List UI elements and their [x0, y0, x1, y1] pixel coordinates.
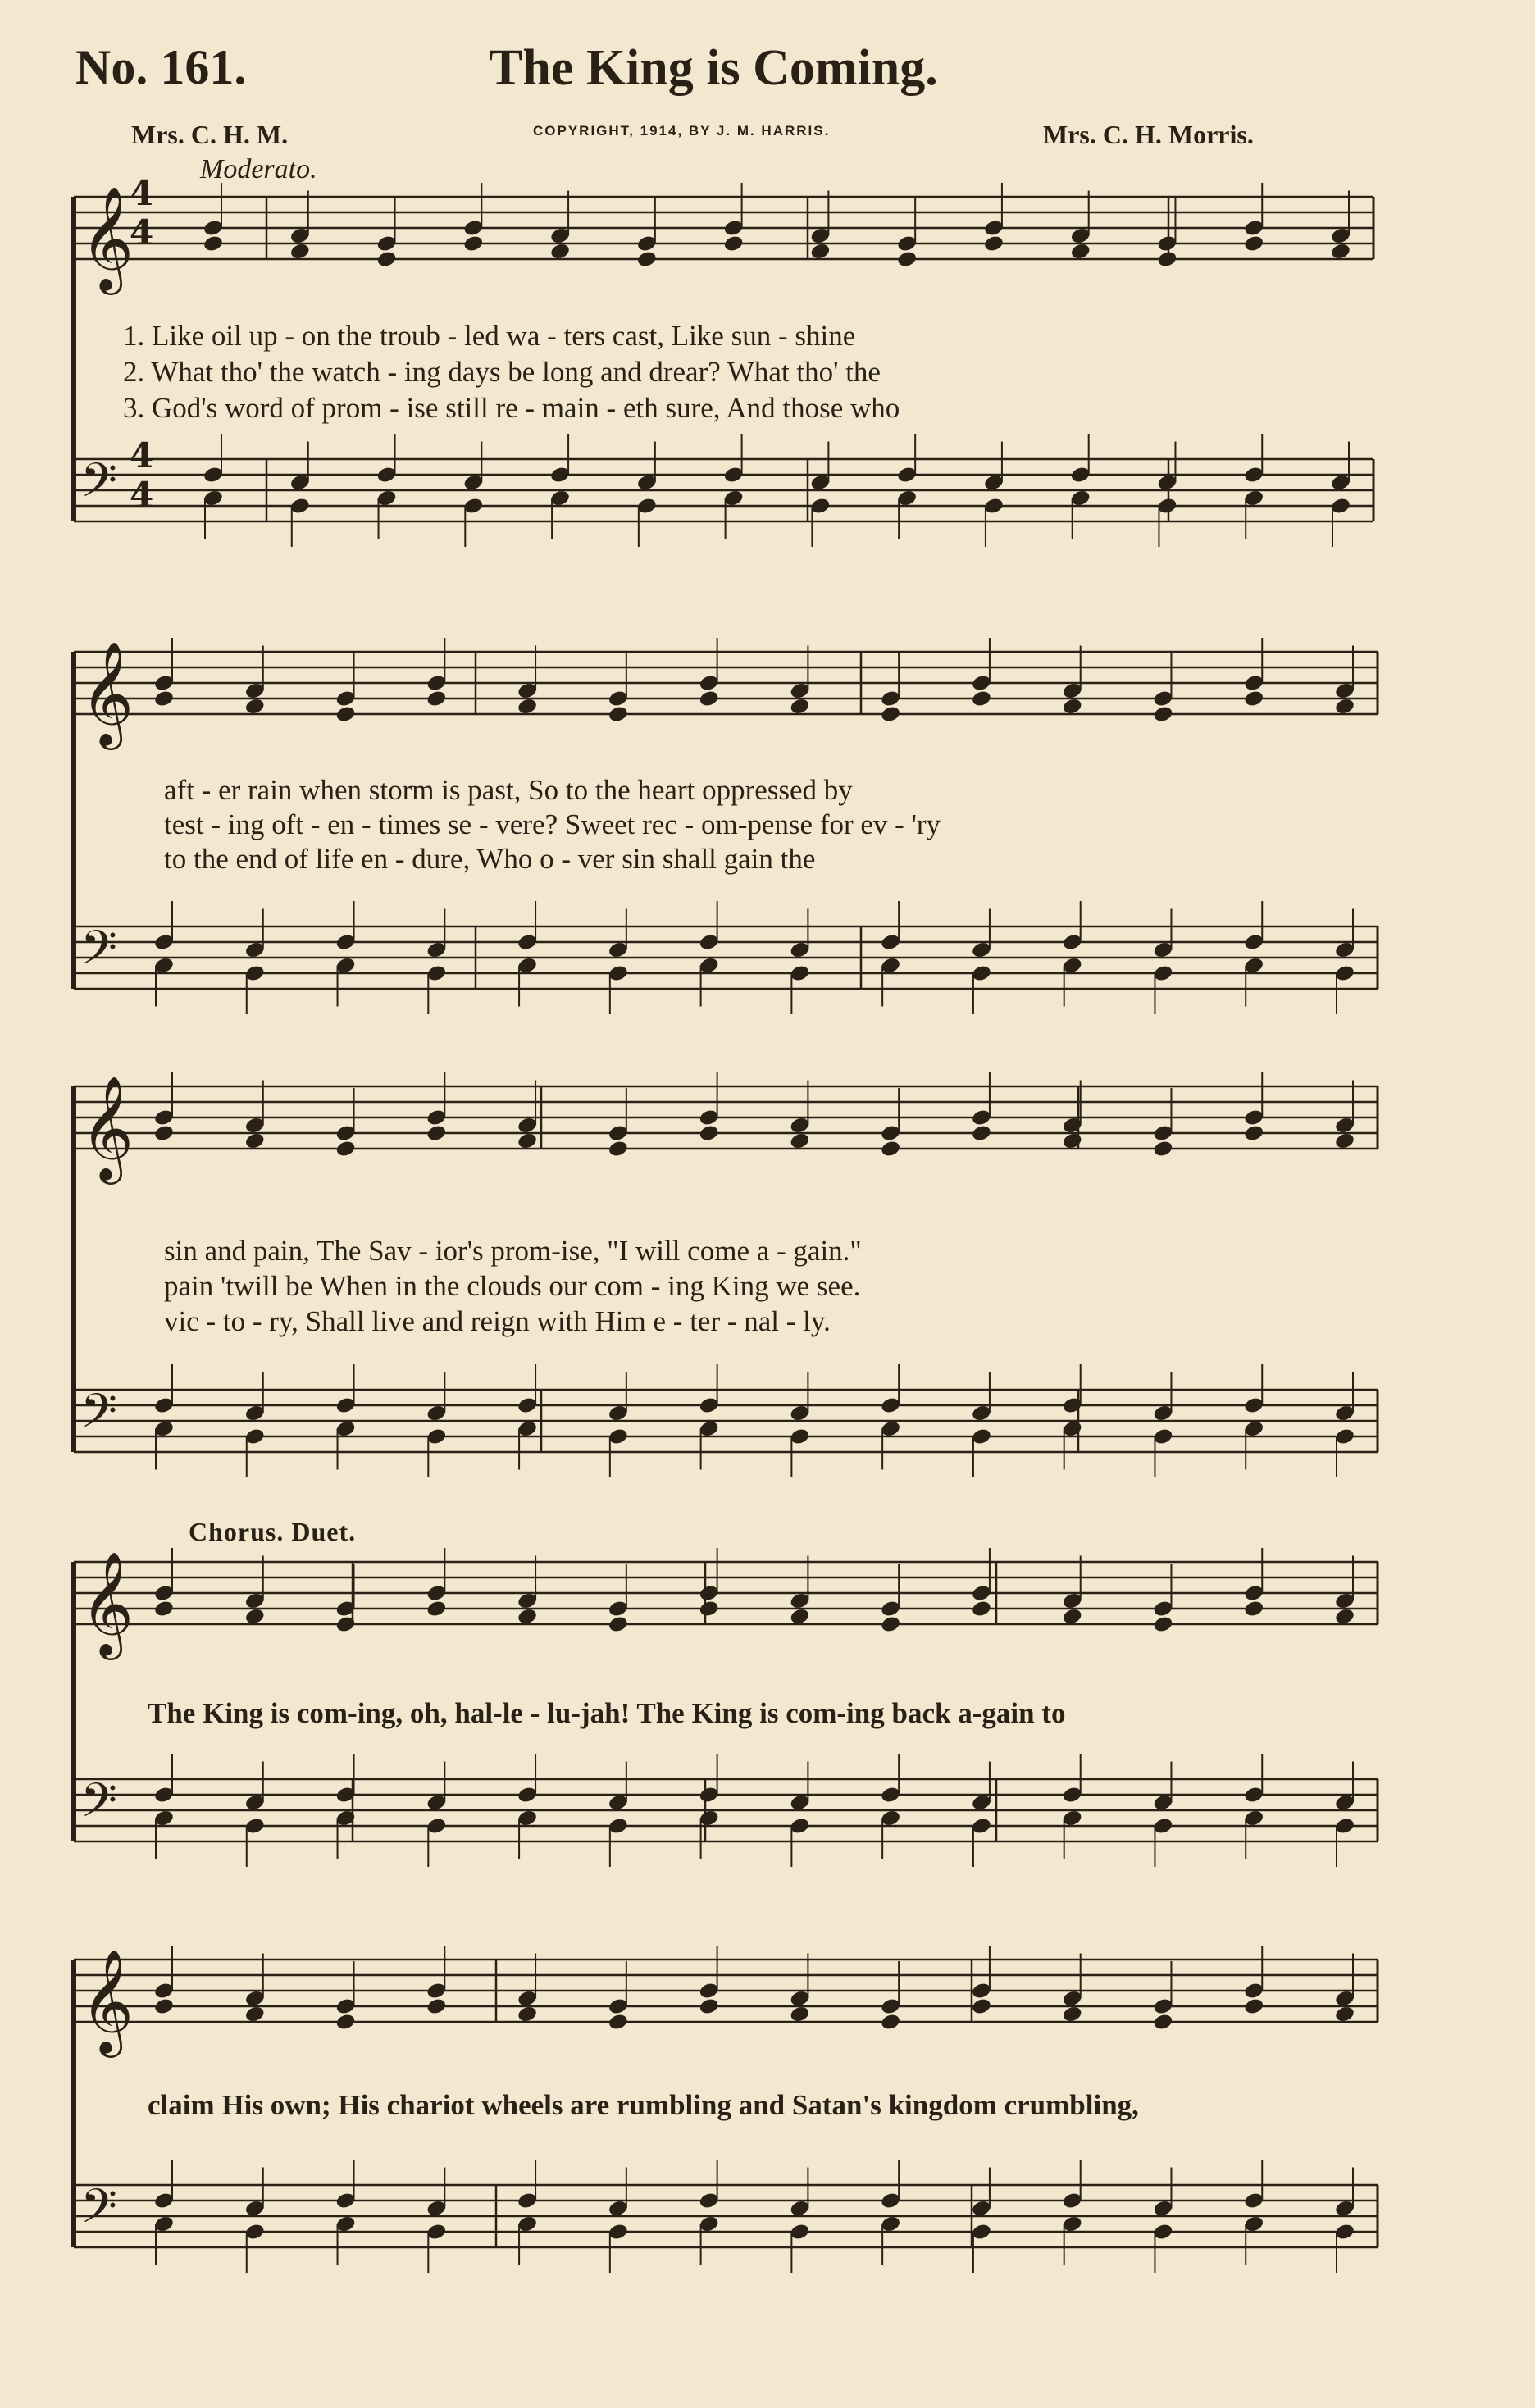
note-head	[244, 2005, 266, 2023]
note-head	[153, 1997, 175, 2016]
bass-clef-icon: 𝄢	[80, 1383, 118, 1450]
hymn-number: No. 161.	[75, 40, 247, 94]
verse-1-line-3: sin and pain, The Sav - ior's prom-ise, "I will come a - gain."	[164, 1235, 862, 1267]
time-signature-digit: 4	[130, 173, 154, 213]
note-head	[244, 1607, 266, 1626]
time-signature-digit: 4	[130, 212, 154, 253]
verse-2-line-3: pain 'twill be When in the clouds our com - ing King we see.	[164, 1270, 861, 1302]
note-head	[880, 1140, 901, 1158]
verse-1-line-1: 1. Like oil up - on the troub - led wa - ters cast, Like sun - shine	[123, 320, 856, 352]
note-head	[517, 1607, 538, 1626]
verse-2-line-1: 2. What tho' the watch - ing days be long and drear? What tho' the	[123, 356, 881, 388]
note-head	[983, 234, 1004, 253]
chorus-line-2: claim His own; His chariot wheels are rumbling and Satan's kingdom crumbling,	[148, 2089, 1139, 2121]
note-head	[699, 1600, 720, 1618]
treble-clef-icon: 𝄞	[80, 1075, 134, 1180]
note-head	[608, 705, 629, 724]
chorus-line-1: The King is com-ing, oh, hal-le - lu-jah! The King is com-ing back a-gain to	[148, 1697, 1066, 1729]
bass-clef-icon: 𝄢	[80, 453, 118, 520]
note-head	[896, 250, 918, 269]
note-head	[335, 705, 356, 724]
note-head	[244, 1131, 266, 1150]
note-head	[1334, 1131, 1355, 1150]
note-head	[608, 2013, 629, 2032]
note-head	[789, 1131, 810, 1150]
note-head	[1152, 2013, 1173, 2032]
treble-clef-icon: 𝄞	[80, 640, 134, 745]
copyright-notice: COPYRIGHT, 1914, BY J. M. HARRIS.	[533, 123, 831, 139]
note-head	[1243, 1997, 1264, 2016]
note-head	[971, 1997, 992, 2016]
treble-clef-icon: 𝄞	[80, 185, 134, 290]
note-head	[1334, 1607, 1355, 1626]
verse-1-line-2: aft - er rain when storm is past, So to the heart oppressed by	[164, 774, 853, 806]
bass-clef-icon: 𝄢	[80, 2178, 118, 2246]
note-head	[1243, 1124, 1264, 1143]
note-head	[1330, 242, 1351, 261]
note-head	[153, 1600, 175, 1618]
note-head	[636, 250, 658, 269]
note-head	[335, 1140, 356, 1158]
note-head	[699, 1997, 720, 2016]
treble-clef-icon: 𝄞	[80, 1550, 134, 1655]
note-head	[426, 1997, 447, 2016]
note-head	[1070, 242, 1091, 261]
note-head	[244, 697, 266, 716]
note-head	[1152, 1140, 1173, 1158]
verse-2-line-2: test - ing oft - en - times se - vere? Sweet rec - om-pense for ev - 'ry	[164, 808, 941, 840]
note-head	[971, 690, 992, 708]
note-head	[880, 1615, 901, 1634]
note-head	[1334, 2005, 1355, 2023]
note-head	[1152, 1615, 1173, 1634]
note-head	[426, 1600, 447, 1618]
note-head	[789, 697, 810, 716]
note-head	[809, 242, 831, 261]
time-signature-digit: 4	[130, 435, 154, 476]
note-head	[789, 2005, 810, 2023]
note-head	[1152, 705, 1173, 724]
note-head	[289, 242, 311, 261]
note-head	[426, 690, 447, 708]
verse-3-line-1: 3. God's word of prom - ise still re - main - eth sure, And those who	[123, 392, 900, 424]
note-head	[1062, 2005, 1083, 2023]
note-head	[608, 1140, 629, 1158]
note-head	[1062, 697, 1083, 716]
note-head	[699, 1124, 720, 1143]
note-head	[723, 234, 745, 253]
note-head	[426, 1124, 447, 1143]
tempo-marking: Moderato.	[200, 154, 317, 184]
hymn-title: The King is Coming.	[489, 40, 938, 96]
note-head	[335, 2013, 356, 2032]
note-head	[462, 234, 484, 253]
bass-clef-icon: 𝄢	[80, 1773, 118, 1840]
note-head	[517, 697, 538, 716]
note-head	[1062, 1607, 1083, 1626]
note-head	[880, 705, 901, 724]
verse-3-line-3: vic - to - ry, Shall live and reign with Him e - ter - nal - ly.	[164, 1305, 831, 1337]
note-head	[1062, 1131, 1083, 1150]
note-head	[376, 250, 397, 269]
note-head	[1156, 250, 1177, 269]
note-head	[517, 1131, 538, 1150]
note-head	[880, 2013, 901, 2032]
note-head	[971, 1124, 992, 1143]
composer-credit: Mrs. C. H. Morris.	[1043, 120, 1254, 149]
note-head	[699, 690, 720, 708]
note-head	[1334, 697, 1355, 716]
chorus-label: Chorus. Duet.	[189, 1517, 357, 1546]
note-head	[203, 234, 224, 253]
verse-3-line-2: to the end of life en - dure, Who o - ver sin shall gain the	[164, 843, 816, 875]
note-head	[608, 1615, 629, 1634]
note-head	[153, 690, 175, 708]
note-head	[549, 242, 571, 261]
note-head	[971, 1600, 992, 1618]
time-signature-digit: 4	[130, 475, 154, 515]
note-head	[1243, 234, 1264, 253]
note-head	[1243, 1600, 1264, 1618]
treble-clef-icon: 𝄞	[80, 1948, 134, 2053]
note-head	[789, 1607, 810, 1626]
bass-clef-icon: 𝄢	[80, 920, 118, 987]
note-head	[517, 2005, 538, 2023]
note-head	[153, 1124, 175, 1143]
lyricist-credit: Mrs. C. H. M.	[131, 120, 289, 149]
note-head	[1243, 690, 1264, 708]
